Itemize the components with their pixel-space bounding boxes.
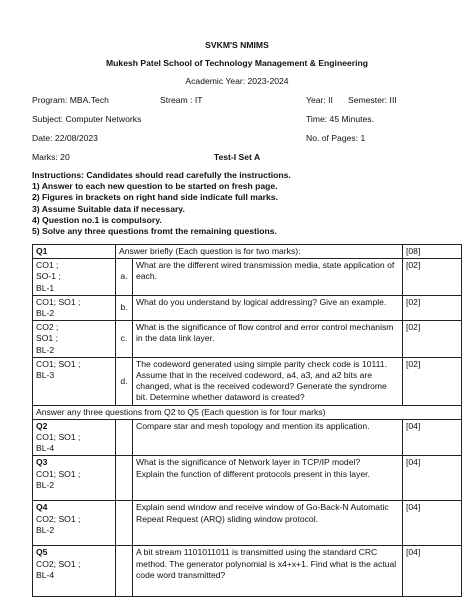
question-cell: [33, 419, 116, 456]
empty-cell: [116, 419, 133, 456]
q1-heading: Answer briefly (Each question is for two marks):: [116, 245, 403, 259]
year: Year: II: [306, 95, 333, 105]
question-marks: [02]: [403, 321, 462, 358]
question-label: Q3: [36, 457, 48, 468]
question-text: Explain send window and receive window of Go-Back-N Automatic Repeat Request (ARQ) sliding window protocol.: [133, 501, 403, 546]
question-label: Q2: [36, 420, 48, 431]
co-mapping: CO1; SO1 ; BL-2: [33, 295, 116, 320]
part-letter: a.: [116, 259, 133, 296]
question-label: Q4: [36, 502, 48, 513]
instruction-line: 2) Figures in brackets on right hand side indicate full marks.: [32, 192, 278, 203]
instruction-line: 3) Assume Suitable data if necessary.: [32, 203, 185, 214]
question-text: Compare star and mesh topology and mention its application.: [133, 419, 403, 456]
q1-part-row: [33, 321, 462, 358]
question-text: The codeword generated using simple parity check code is 10111. Assume that in the received codeword, a4, a3, and a2 bits are changed, what is the received codeword? Generate the syndrome bit. Determine whether dataword is created?: [133, 357, 403, 405]
q1-part-row: [33, 295, 462, 320]
section2-heading-row: [33, 405, 462, 419]
question-row: [33, 456, 462, 501]
q1-marks: [08]: [403, 245, 462, 259]
question-row: [33, 419, 462, 456]
academic-year: Academic Year: 2023-2024: [185, 76, 289, 86]
question-cell: [33, 546, 116, 597]
question-text: What do you understand by logical addressing? Give an example.: [133, 295, 403, 320]
question-row: [33, 501, 462, 546]
question-marks: [04]: [403, 546, 462, 597]
co-mapping: CO1 ; SO-1 ; BL-1: [33, 259, 116, 296]
part-letter: c.: [116, 321, 133, 358]
instruction-line: 1) Answer to each new question to be started on fresh page.: [32, 181, 278, 192]
co-mapping: CO1; SO1 ; BL-3: [33, 357, 116, 405]
question-marks: [02]: [403, 295, 462, 320]
question-label: Q5: [36, 547, 48, 558]
marks: Marks: 20: [32, 152, 70, 162]
semester: Semester: III: [348, 95, 397, 105]
subject: Subject: Computer Networks: [32, 114, 142, 124]
empty-cell: [116, 456, 133, 501]
question-table: [32, 244, 462, 597]
section2-heading: Answer any three questions from Q2 to Q5 (Each question is for four marks): [33, 405, 462, 419]
part-letter: b.: [116, 295, 133, 320]
test-title: Test-I Set A: [213, 152, 261, 162]
question-text: What is the significance of Network layer in TCP/IP model? Explain the function of different protocols present in this layer.: [133, 456, 403, 501]
co-mapping: CO1; SO1 ; BL-4: [36, 432, 81, 454]
question-text: A bit stream 1101011011 is transmitted using the standard CRC method. The generator polynomial is x4+x+1. Find what is the actual code word transmitted?: [133, 546, 403, 597]
institute-name: SVKM'S NMIMS: [205, 40, 269, 50]
q1-part-row: [33, 259, 462, 296]
q1-part-row: [33, 357, 462, 405]
co-mapping: CO2; SO1 ; BL-4: [36, 558, 81, 580]
question-text: What are the different wired transmission media, state application of each.: [133, 259, 403, 296]
empty-cell: [116, 501, 133, 546]
question-cell: [33, 456, 116, 501]
q1-label: Q1: [33, 245, 116, 259]
school-name: Mukesh Patel School of Technology Management & Engineering: [106, 58, 368, 68]
empty-cell: [116, 546, 133, 597]
instruction-line: 5) Solve any three questions fromt the remaining questions.: [32, 226, 277, 237]
co-mapping: CO2 ; SO1 ; BL-2: [33, 321, 116, 358]
q1-header-row: [33, 245, 462, 259]
question-marks: [02]: [403, 357, 462, 405]
question-text: What is the significance of flow control and error control mechanism in the data link layer.: [133, 321, 403, 358]
date: Date: 22/08/2023: [32, 133, 98, 143]
program: Program: MBA.Tech: [32, 95, 109, 105]
question-marks: [02]: [403, 259, 462, 296]
question-marks: [04]: [403, 419, 462, 456]
instruction-line: 4) Question no.1 is compulsory.: [32, 214, 162, 225]
stream: Stream : IT: [160, 95, 203, 105]
question-marks: [04]: [403, 501, 462, 546]
co-mapping: CO1; SO1 ; BL-2: [36, 468, 81, 490]
pages: No. of Pages: 1: [306, 133, 366, 143]
instruction-line: Instructions: Candidates should read carefully the instructions.: [32, 170, 291, 180]
question-cell: [33, 501, 116, 546]
instructions: [32, 170, 291, 237]
co-mapping: CO2; SO1 ; BL-2: [36, 513, 81, 535]
time: Time: 45 Minutes.: [306, 114, 374, 124]
part-letter: d.: [116, 357, 133, 405]
question-marks: [04]: [403, 456, 462, 501]
question-row: [33, 546, 462, 597]
